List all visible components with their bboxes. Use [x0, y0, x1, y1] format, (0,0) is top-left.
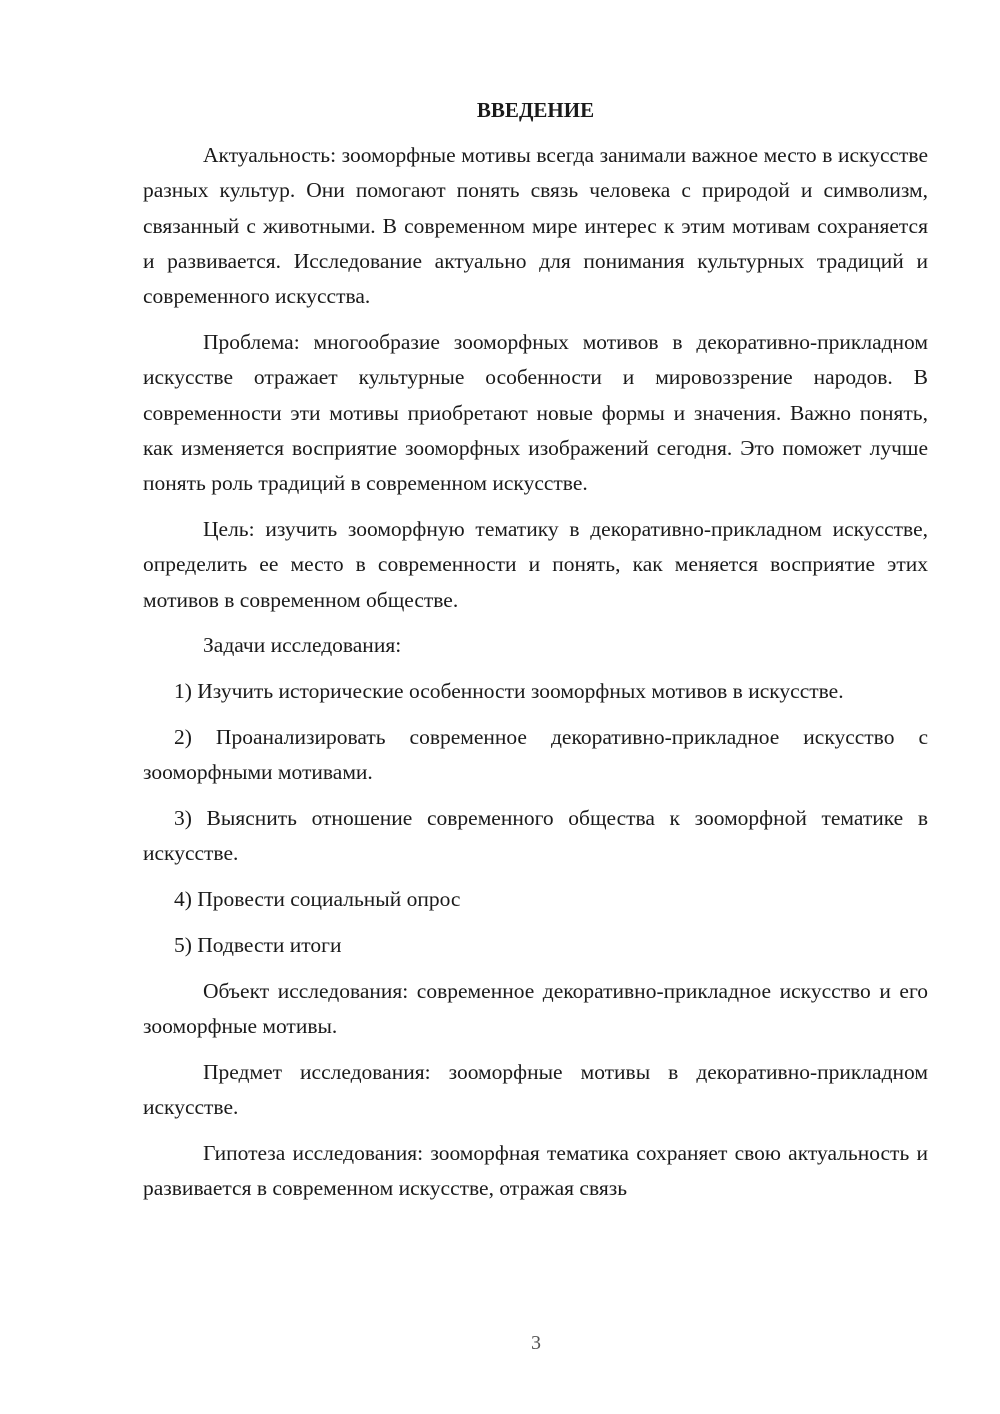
paragraph-goal: Цель: изучить зооморфную тематику в декоративно-прикладном искусстве, определить ее место в современности и понять, как меняется восприятие этих мотивов в современном обществе. — [143, 516, 928, 612]
task-item-1: 1) Изучить исторические особенности зооморфных мотивов в искусстве. — [174, 679, 844, 704]
page-number: 3 — [531, 1332, 541, 1354]
task-item-4: 4) Провести социальный опрос — [174, 887, 461, 912]
paragraph-object: Объект исследования: современное декоративно-прикладное искусство и его зооморфные мотивы. — [143, 978, 928, 1039]
document-title: ВВЕДЕНИЕ — [476, 98, 595, 122]
tasks-heading: Задачи исследования: — [203, 633, 402, 658]
paragraph-problem: Проблема: многообразие зооморфных мотивов в декоративно-прикладном искусстве отражает культурные особенности и мировоззрение народов. В современности эти мотивы приобретают новые формы и значения. Важно понять, как изменяется восприятие зооморфных изображений сегодня. Это поможет лучше понять роль традиций в современном искусстве. — [143, 329, 928, 496]
task-item-3: 3) Выяснить отношение современного общества к зооморфной тематике в искусстве. — [143, 806, 928, 866]
task-item-5: 5) Подвести итоги — [174, 932, 342, 957]
paragraph-relevance: Актуальность: зооморфные мотивы всегда занимали важное место в искусстве разных культур. Они помогают понять связь человека с природой и символизм, связанный с животными. В современном мире интерес к этим мотивам сохраняется и развивается. Исследование актуально для понимания культурных традиций и современного искусства. — [143, 143, 928, 309]
paragraph-hypothesis: Гипотеза исследования: зооморфная тематика сохраняет свою актуальность и развивается в современном искусстве, отражая связь — [143, 1140, 928, 1201]
document-page — [143, 92, 928, 1217]
paragraph-subject: Предмет исследования: зооморфные мотивы в декоративно-прикладном искусстве. — [143, 1059, 928, 1120]
task-item-2: 2) Проанализировать современное декоративно-прикладное искусство с зооморфными мотивами. — [143, 724, 928, 785]
